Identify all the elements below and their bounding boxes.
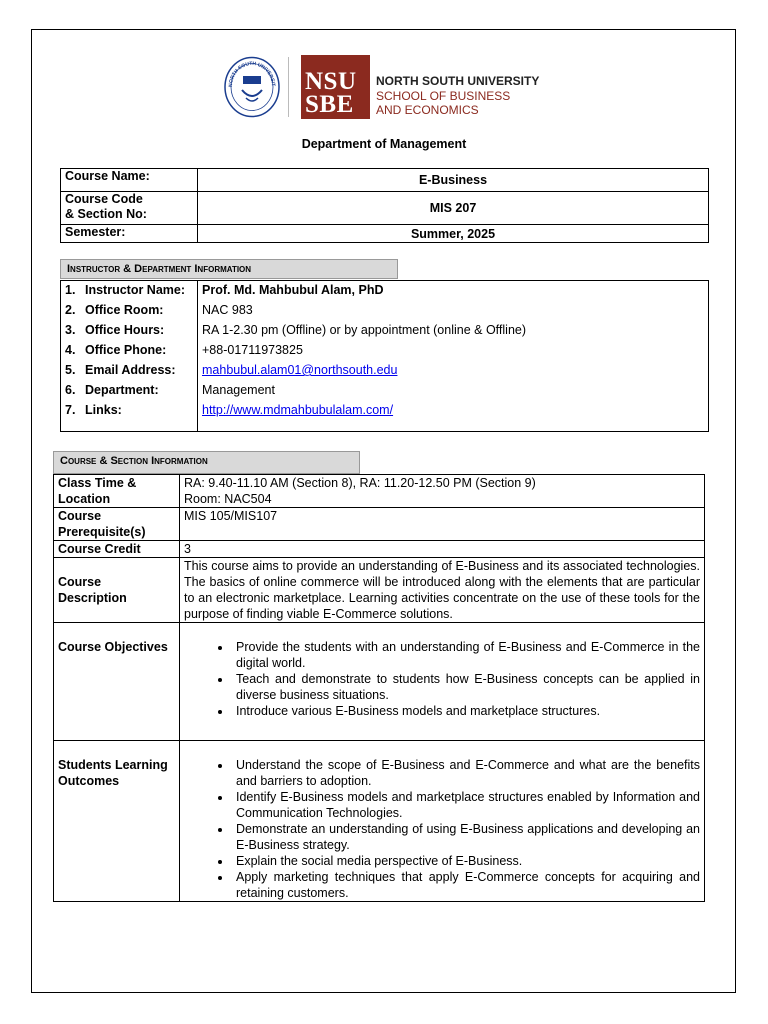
class-time-label-line-1: Class Time & xyxy=(58,476,137,490)
office-phone-label xyxy=(61,341,198,361)
course-code-label-line-1: Course Code xyxy=(65,192,143,206)
objectives-list xyxy=(184,639,700,719)
department-title: Department of Management xyxy=(301,137,467,151)
row-label: Instructor Name: xyxy=(85,283,186,297)
objectives-cell xyxy=(180,623,705,741)
outcomes-label xyxy=(54,741,180,902)
links-label xyxy=(61,401,198,432)
table-row xyxy=(54,541,705,558)
instructor-table xyxy=(60,280,709,432)
row-label: Links: xyxy=(85,403,122,417)
course-section-heading xyxy=(53,451,360,474)
university-name: NORTH SOUTH UNIVERSITY xyxy=(376,74,540,88)
outcomes-label-line-2: Outcomes xyxy=(58,774,120,788)
row-number: 2. xyxy=(65,303,76,317)
description-label-line-1: Course xyxy=(58,575,102,589)
semester-label: Semester: xyxy=(61,225,198,243)
office-hours-value: RA 1-2.30 pm (Offline) or by appointment (online & Offline) xyxy=(198,321,709,341)
table-row xyxy=(54,623,705,741)
logo-divider xyxy=(288,57,289,117)
email-link[interactable]: mahbubul.alam01@northsouth.edu xyxy=(202,363,398,377)
school-name-line-1: SCHOOL OF BUSINESS xyxy=(376,89,511,103)
prerequisite-label-line-2: Prerequisite(s) xyxy=(58,525,146,539)
outcomes-label-line-1: Students Learning xyxy=(58,758,168,772)
description-label xyxy=(54,558,180,623)
logo-nsu-text: NSU xyxy=(305,68,357,95)
table-row xyxy=(61,281,709,302)
instructor-section-heading xyxy=(60,259,398,279)
table-row xyxy=(61,341,709,361)
row-number: 6. xyxy=(65,383,76,397)
office-room-label xyxy=(61,301,198,321)
university-seal-logo xyxy=(224,56,280,118)
list-item: • Teach and demonstrate to students how E-Business concepts can be applied in diverse business situations. xyxy=(232,671,700,703)
row-number: 1. xyxy=(65,283,76,297)
row-number: 4. xyxy=(65,343,76,357)
table-row xyxy=(54,741,705,902)
course-code-label-line-2: & Section No: xyxy=(65,207,147,221)
instructor-section-title: Instructor & Department Information xyxy=(67,263,252,275)
table-row xyxy=(54,475,705,508)
class-time-label xyxy=(54,475,180,508)
row-label: Office Hours: xyxy=(85,323,165,337)
department-label xyxy=(61,381,198,401)
list-item: • Introduce various E-Business models and marketplace structures. xyxy=(232,703,700,719)
row-label: Email Address: xyxy=(85,363,176,377)
table-row xyxy=(61,321,709,341)
table-row xyxy=(61,225,709,243)
class-time-value-line-1: RA: 9.40-11.10 AM (Section 8), RA: 11.20-12.50 PM (Section 9) xyxy=(184,476,536,490)
credit-label: Course Credit xyxy=(54,541,180,558)
class-room-value: Room: NAC504 xyxy=(184,492,272,506)
credit-value: 3 xyxy=(180,541,705,558)
prerequisite-label-line-1: Course xyxy=(58,509,102,523)
course-name-label: Course Name: xyxy=(61,169,198,192)
table-row xyxy=(54,558,705,623)
row-label: Office Phone: xyxy=(85,343,167,357)
school-name-line-2: AND ECONOMICS xyxy=(376,103,479,117)
row-number: 5. xyxy=(65,363,76,377)
class-time-value xyxy=(180,475,705,508)
list-item: • Demonstrate an understanding of using E-Business applications and developing an E-Business strategy. xyxy=(232,821,700,853)
office-room-value: NAC 983 xyxy=(198,301,709,321)
office-hours-label xyxy=(61,321,198,341)
table-row xyxy=(54,508,705,541)
row-label: Office Room: xyxy=(85,303,164,317)
instructor-name-value: Prof. Md. Mahbubul Alam, PhD xyxy=(198,281,709,302)
table-row xyxy=(61,169,709,192)
list-item: • Explain the social media perspective of E-Business. xyxy=(232,853,700,869)
row-label: Department: xyxy=(85,383,159,397)
logo-sbe-text: SBE xyxy=(305,91,354,118)
objectives-label: Course Objectives xyxy=(54,623,180,741)
nsu-sbe-logo xyxy=(301,55,370,119)
course-name-value: E-Business xyxy=(198,169,709,192)
header-logos xyxy=(224,55,544,121)
table-row xyxy=(61,192,709,225)
prerequisite-value: MIS 105/MIS107 xyxy=(180,508,705,541)
instructor-name-label xyxy=(61,281,198,302)
table-row xyxy=(61,361,709,381)
description-label-line-2: Description xyxy=(58,591,127,605)
office-phone-value: +88-01711973825 xyxy=(198,341,709,361)
outcomes-list xyxy=(184,757,700,901)
department-value: Management xyxy=(198,381,709,401)
table-row xyxy=(61,301,709,321)
seal-text: NORTH SOUTH UNIVERSIT xyxy=(227,60,277,88)
class-time-label-line-2: Location xyxy=(58,492,111,506)
list-item: • Apply marketing techniques that apply E-Commerce concepts for acquiring and retaining customers. xyxy=(232,869,700,901)
description-value: This course aims to provide an understanding of E-Business and its associated technologies. The basics of online commerce will be introduced along with the elements that are particular to an electronic marketplace. Learning activities concentrate on the use of these tools for the purpose of finding viable E-Commerce solutions. xyxy=(180,558,705,623)
email-label xyxy=(61,361,198,381)
course-code-label xyxy=(61,192,198,225)
course-info-table xyxy=(60,168,709,243)
course-section-title: Course & Section Information xyxy=(60,455,208,467)
row-number: 7. xyxy=(65,403,76,417)
semester-value: Summer, 2025 xyxy=(198,225,709,243)
list-item: • Provide the students with an understanding of E-Business and E-Commerce in the digital world. xyxy=(232,639,700,671)
outcomes-cell xyxy=(180,741,705,902)
website-link[interactable]: http://www.mdmahbubulalam.com/ xyxy=(202,403,394,417)
row-number: 3. xyxy=(65,323,76,337)
email-cell xyxy=(198,361,709,381)
prerequisite-label xyxy=(54,508,180,541)
course-code-value: MIS 207 xyxy=(198,192,709,225)
list-item: • Identify E-Business models and marketplace structures enabled by Information and Communication Technologies. xyxy=(232,789,700,821)
list-item: • Understand the scope of E-Business and E-Commerce and what are the benefits and barriers to adoption. xyxy=(232,757,700,789)
course-section-table xyxy=(53,474,705,902)
table-row xyxy=(61,381,709,401)
links-cell xyxy=(198,401,709,432)
table-row xyxy=(61,401,709,432)
